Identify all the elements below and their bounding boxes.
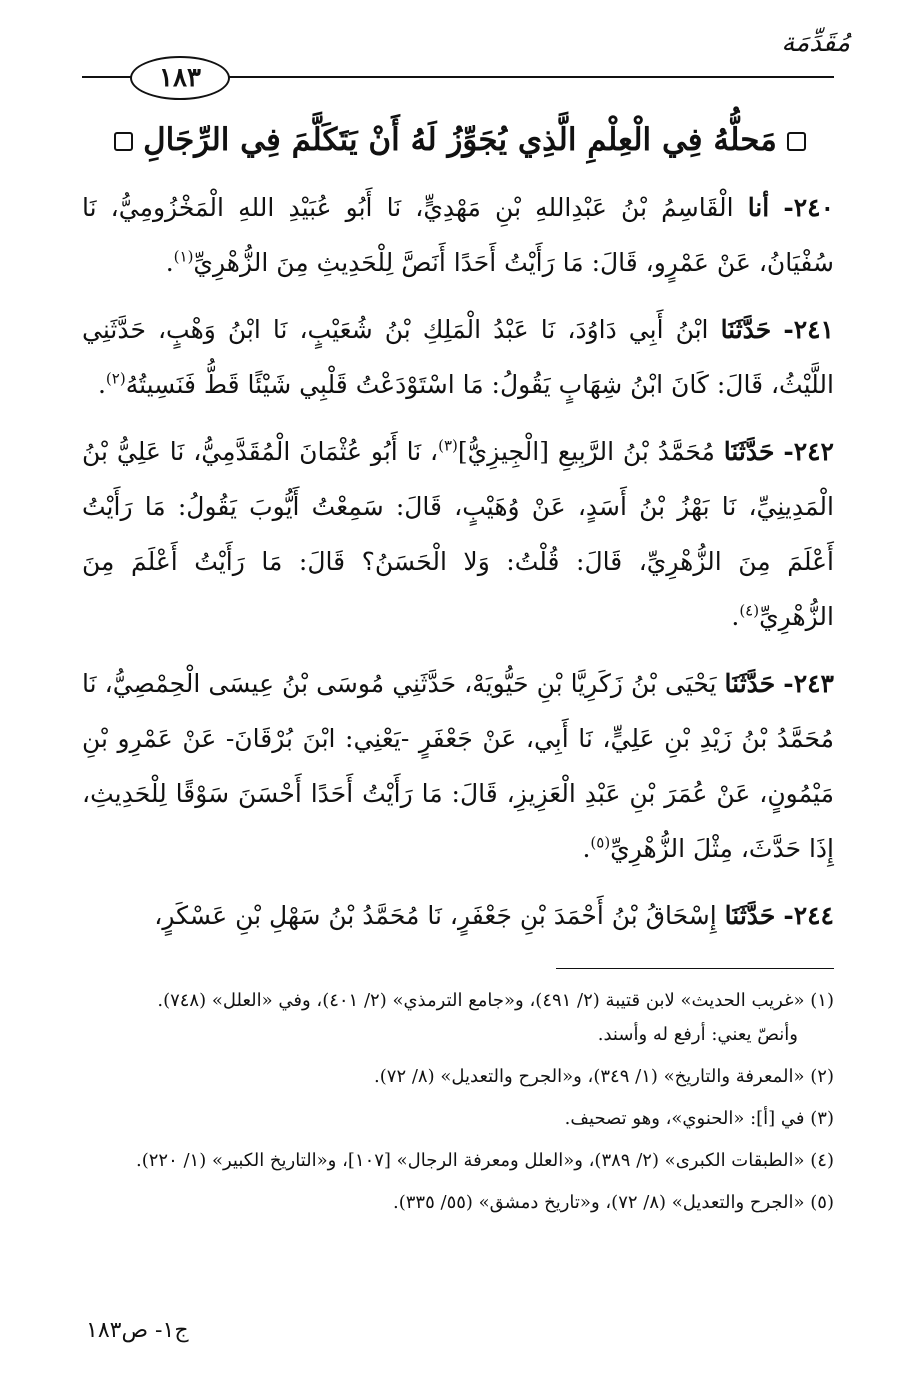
entry-text: إِسْحَاقُ بْنُ أَحْمَدَ بْنِ جَعْفَرٍ، نَا مُحَمَّدُ بْنُ سَهْلِ بْنِ عَسْكَرٍ، — [154, 901, 717, 930]
footnote-ref[interactable]: (٢) — [105, 369, 126, 388]
entry-text: الْقَاسِمُ بْنُ عَبْدِاللهِ بْنِ مَهْدِيٍّ، نَا أَبُو عُبَيْدِ اللهِ الْمَخْزُومِيُّ، نَا سُفْيَانُ، عَنْ عَمْرٍو، قَالَ: مَا رَأَيْتُ أَحَدًا أَنَصَّ لِلْحَدِيثِ مِنَ الزُّهْرِيِّ — [82, 193, 834, 277]
entry-number: ٢٤٣- — [783, 669, 834, 698]
entry-lead: حَدَّثَنَا — [723, 437, 775, 466]
entry-lead: حَدَّثَنَا — [720, 315, 772, 344]
footnote-ref[interactable]: (٤) — [739, 601, 760, 620]
entry-number: ٢٤٢- — [783, 437, 834, 466]
footnote-ref[interactable]: (٣) — [438, 436, 458, 455]
footnote-rule — [556, 968, 834, 969]
entry-end: . — [731, 602, 740, 631]
entry-number: ٢٤٠- — [783, 193, 835, 222]
footnote — [82, 1186, 834, 1220]
entry-text-continued: ، نَا أَبُو عُثْمَانَ الْمُقَدَّمِيُّ، نَا عَلِيُّ بْنُ الْمَدِينِيِّ، نَا بَهْزُ بْنُ أَسَدٍ، عَنْ وُهَيْبٍ، قَالَ: سَمِعْتُ أَيُّوبَ يَقُولُ: مَا رَأَيْتُ أَعْلَمَ مِنَ الزُّهْرِيِّ، قَالَ: قُلْتُ: وَلا الْحَسَنُ؟ قَالَ: مَا رَأَيْتُ أَعْلَمَ مِنَ الزُّهْرِيِّ — [82, 437, 834, 631]
footnotes — [82, 984, 834, 1228]
footnote-number: (٢) — [810, 1066, 834, 1087]
entry-text: ابْنُ أَبِي دَاوُدَ، نَا عَبْدُ الْمَلِكِ بْنُ شُعَيْبٍ، نَا ابْنُ وَهْبٍ، حَدَّثَنِي اللَّيْثُ، قَالَ: كَانَ ابْنُ شِهَابٍ يَقُولُ: مَا اسْتَوْدَعْتُ قَلْبِي شَيْئًا قَطُّ فَنَسِيتُهُ — [82, 315, 834, 399]
entry-text: مُحَمَّدُ بْنُ الرَّبِيعِ [الْجِيزِيُّ] — [457, 437, 715, 466]
entry-end: . — [582, 834, 591, 863]
hadith-entry — [82, 424, 834, 644]
footnote-number: (١) — [810, 990, 834, 1011]
hadith-entry — [82, 656, 834, 876]
square-bullet-icon — [114, 132, 133, 151]
entry-end: . — [97, 370, 106, 399]
footnote — [82, 984, 834, 1052]
footnote-text: «المعرفة والتاريخ» (١/ ٣٤٩)، و«الجرح والتعديل» (٨/ ٧٢). — [374, 1066, 805, 1087]
footnote-number: (٤) — [810, 1150, 834, 1171]
entry-number: ٢٤٤- — [783, 901, 834, 930]
footnote-ref[interactable]: (١) — [173, 247, 194, 266]
page-footer: ج١- ص١٨٣ — [86, 1318, 189, 1343]
footnote-text: في [أ]: «الحنوي»، وهو تصحيف. — [564, 1108, 805, 1129]
main-text — [82, 180, 834, 955]
entry-lead: حَدَّثَنَا — [724, 901, 776, 930]
entry-text: يَحْيَى بْنُ زَكَرِيَّا بْنِ حَيُّويَهْ، حَدَّثَنِي مُوسَى بْنُ عِيسَى الْحِمْصِيُّ، نَا مُحَمَّدُ بْنُ زَيْدِ بْنِ عَلِيٍّ، نَا أَبِي، عَنْ جَعْفَرٍ -يَعْنِي: ابْنَ بُرْقَانَ- عَنْ عَمْرِو بْنِ مَيْمُونٍ، عَنْ عُمَرَ بْنِ عَبْدِ الْعَزِيزِ، قَالَ: مَا رَأَيْتُ أَحَدًا أَحْسَنَ سَوْقًا لِلْحَدِيثِ، إِذَا حَدَّثَ، مِثْلَ الزُّهْرِيِّ — [82, 669, 834, 863]
entry-lead: أنا — [747, 193, 770, 222]
hadith-entry — [82, 888, 834, 943]
footnote — [82, 1060, 834, 1094]
footnote — [82, 1144, 834, 1178]
hadith-entry — [82, 302, 834, 412]
page-number-badge: ١٨٣ — [130, 56, 230, 100]
footnote-text: «الجرح والتعديل» (٨/ ٧٢)، و«تاريخ دمشق» (٥٥/ ٣٣٥). — [393, 1192, 805, 1213]
footnote-text: «غريب الحديث» لابن قتيبة (٢/ ٤٩١)، و«جامع الترمذي» (٢/ ٤٠١)، وفي «العلل» (٧٤٨). — [157, 990, 805, 1011]
entry-lead: حَدَّثَنَا — [724, 669, 776, 698]
footnote-text: «الطبقات الكبرى» (٢/ ٣٨٩)، و«العلل ومعرفة الرجال» [١٠٧]، و«التاريخ الكبير» (١/ ٢٢٠). — [135, 1150, 805, 1171]
hadith-entry — [82, 180, 834, 290]
section-heading — [80, 110, 840, 170]
footnote — [82, 1102, 834, 1136]
footnote-number: (٥) — [810, 1192, 834, 1213]
entry-number: ٢٤١- — [783, 315, 834, 344]
footnote-number: (٣) — [810, 1108, 834, 1129]
section-heading-text: مَحلُّهُ فِي الْعِلْمِ الَّذِي يُجَوِّزُ لَهُ أَنْ يَتَكَلَّمَ فِي الرِّجَالِ — [143, 122, 777, 158]
square-bullet-icon — [787, 132, 806, 151]
footnote-ref[interactable]: (٥) — [590, 833, 611, 852]
footnote-continuation: وأنصّ يعني: أرفع له وأسند. — [597, 1024, 798, 1045]
running-head: مُقَدِّمَة — [781, 28, 850, 58]
entry-end: . — [165, 248, 174, 277]
